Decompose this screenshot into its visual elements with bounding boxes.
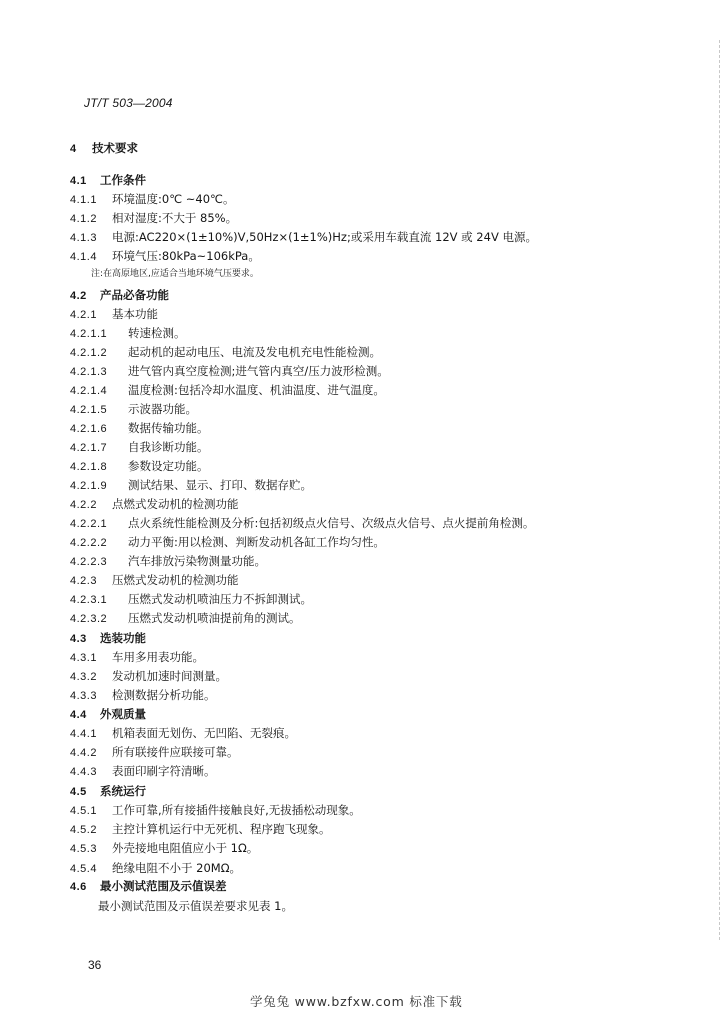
clause-number: 4.2.1.7: [70, 442, 108, 454]
page-number: 36: [88, 958, 102, 972]
clause-text: 参数设定功能。: [128, 459, 209, 473]
clause-line: [70, 173, 146, 188]
clause-line: [70, 841, 258, 856]
clause-number: 4.4: [70, 709, 87, 721]
clause-number: 4.4.3: [70, 766, 97, 778]
clause-text: 检测数据分析功能。: [112, 688, 216, 702]
site-footer: 学兔兔 www.bzfxw.com 标准下载: [250, 994, 463, 1009]
clause-number: 4.3.2: [70, 671, 97, 683]
clause-line: [70, 440, 209, 455]
clause-line: [70, 326, 186, 341]
clause-text: 工作可靠,所有接插件接触良好,无拔插松动现象。: [112, 803, 361, 817]
clause-text: 系统运行: [100, 784, 146, 798]
clause-line: [70, 822, 331, 837]
clause-number: 4.2.1.9: [70, 480, 108, 492]
clause-number: 4.2.1.4: [70, 385, 108, 397]
clause-text: 主控计算机运行中无死机、程序跑飞现象。: [112, 822, 331, 836]
clause-number: 4.1: [70, 175, 87, 187]
clause-number: 4.2.3: [70, 575, 97, 587]
clause-text: 点火系统性能检测及分析:包括初级点火信号、次级点火信号、点火提前角检测。: [128, 516, 535, 530]
clause-text: 转速检测。: [128, 326, 186, 340]
clause-number: 4.2.1.3: [70, 366, 108, 378]
clause-text: 外壳接地电阻值应小于 1Ω。: [112, 841, 259, 855]
clause-line: [70, 573, 239, 588]
clause-text: 数据传输功能。: [128, 421, 209, 435]
clause-line: [70, 726, 296, 741]
clause-line: [70, 402, 197, 417]
closing-paragraph: 最小测试范围及示值误差要求见表 1。: [98, 899, 293, 913]
clause-number: 4.5.4: [70, 863, 97, 875]
clause-line: [70, 288, 169, 303]
clause-line: [70, 879, 227, 894]
clause-number: 4.2.2.2: [70, 537, 108, 549]
clause-number: 4.2: [70, 290, 87, 302]
clause-line: [70, 803, 361, 818]
clause-number: 4.5.2: [70, 824, 97, 836]
clause-line: [70, 745, 239, 760]
clause-line: [70, 669, 227, 684]
scan-edge-line: [718, 40, 720, 940]
clause-number: 4.3.1: [70, 652, 97, 664]
clause-line: [70, 478, 312, 493]
clause-line: [70, 631, 146, 646]
clause-line: [70, 764, 216, 779]
clause-line: [70, 497, 239, 512]
clause-text: 点燃式发动机的检测功能: [112, 497, 239, 511]
environment-note: 注:在高原地区,应适合当地环境气压要求。: [91, 269, 259, 279]
clause-number: 4.1.1: [70, 194, 97, 206]
clause-text: 测试结果、显示、打印、数据存贮。: [128, 478, 312, 492]
clause-text: 动力平衡:用以检测、判断发动机各缸工作均匀性。: [128, 535, 385, 549]
clause-number: 4.3.3: [70, 690, 97, 702]
clause-line: [70, 249, 260, 264]
clause-text: 示波器功能。: [128, 402, 197, 416]
clause-text: 基本功能: [112, 307, 158, 321]
clause-text: 所有联接件应联接可靠。: [112, 745, 239, 759]
clause-text: 自我诊断功能。: [128, 440, 209, 454]
clause-line: [70, 516, 534, 531]
clause-line: [70, 192, 234, 207]
clause-line: [70, 141, 138, 156]
clause-text: 车用多用表功能。: [112, 650, 204, 664]
clause-number: 4.2.1.2: [70, 347, 108, 359]
clause-line: [70, 345, 381, 360]
clause-number: 4.4.2: [70, 747, 97, 759]
clause-text: 相对湿度:不大于 85%。: [112, 211, 238, 225]
clause-text: 最小测试范围及示值误差: [100, 879, 227, 893]
clause-text: 压燃式发动机喷油压力不拆卸测试。: [128, 592, 312, 606]
clause-number: 4.2.1.6: [70, 423, 108, 435]
clause-text: 表面印刷字符清晰。: [112, 764, 216, 778]
clause-number: 4.2.1: [70, 309, 97, 321]
clause-number: 4.1.3: [70, 232, 97, 244]
clause-text: 进气管内真空度检测;进气管内真空/压力波形检测。: [128, 364, 389, 378]
clause-number: 4.5.3: [70, 843, 97, 855]
clause-number: 4.1.4: [70, 251, 97, 263]
clause-line: [70, 535, 385, 550]
clause-number: 4.2.2: [70, 499, 97, 511]
clause-text: 压燃式发动机喷油提前角的测试。: [128, 611, 301, 625]
clause-number: 4.2.2.1: [70, 518, 108, 530]
clause-text: 环境气压:80kPa~106kPa。: [112, 249, 260, 263]
clause-text: 电源:AC220×(1±10%)V,50Hz×(1±1%)Hz;或采用车载直流 12V 或 24V 电源。: [112, 230, 537, 244]
clause-line: [70, 592, 312, 607]
clause-text: 温度检测:包括冷却水温度、机油温度、进气温度。: [128, 383, 385, 397]
clause-number: 4.2.3.1: [70, 594, 108, 606]
clause-line: [70, 383, 385, 398]
clause-number: 4.5.1: [70, 805, 97, 817]
clause-line: [70, 211, 237, 226]
clause-number: 4.4.1: [70, 728, 97, 740]
clause-number: 4.2.2.3: [70, 556, 108, 568]
clause-number: 4.2.1.8: [70, 461, 108, 473]
clause-number: 4.2.1.1: [70, 328, 108, 340]
clause-line: [70, 611, 301, 626]
clause-line: [70, 688, 216, 703]
clause-text: 机箱表面无划伤、无凹陷、无裂痕。: [112, 726, 296, 740]
clause-text: 选装功能: [100, 631, 146, 645]
clause-number: 4.1.2: [70, 213, 97, 225]
clause-number: 4.5: [70, 786, 87, 798]
clause-number: 4.3: [70, 633, 87, 645]
clause-number: 4: [70, 143, 77, 155]
clause-line: [70, 650, 204, 665]
clause-text: 外观质量: [100, 707, 146, 721]
clause-text: 技术要求: [92, 141, 138, 155]
clause-line: [70, 459, 209, 474]
clause-text: 发动机加速时间测量。: [112, 669, 227, 683]
clause-text: 起动机的起动电压、电流及发电机充电性能检测。: [128, 345, 381, 359]
clause-text: 压燃式发动机的检测功能: [112, 573, 239, 587]
clause-line: [70, 784, 146, 799]
clause-text: 绝缘电阻不小于 20MΩ。: [112, 861, 241, 875]
clause-number: 4.2.1.5: [70, 404, 108, 416]
clause-text: 环境温度:0℃ ~40℃。: [112, 192, 235, 206]
clause-line: [70, 421, 209, 436]
clause-line: [70, 307, 158, 322]
clause-line: [70, 707, 146, 722]
clause-text: 产品必备功能: [100, 288, 169, 302]
clause-line: [70, 364, 389, 379]
clause-text: 工作条件: [100, 173, 146, 187]
clause-line: [70, 554, 266, 569]
clause-line: [70, 861, 241, 876]
clause-text: 汽车排放污染物测量功能。: [128, 554, 266, 568]
clause-number: 4.2.3.2: [70, 613, 108, 625]
clause-line: [70, 230, 537, 245]
document-code-header: JT/T 503—2004: [84, 96, 173, 110]
clause-number: 4.6: [70, 881, 87, 893]
